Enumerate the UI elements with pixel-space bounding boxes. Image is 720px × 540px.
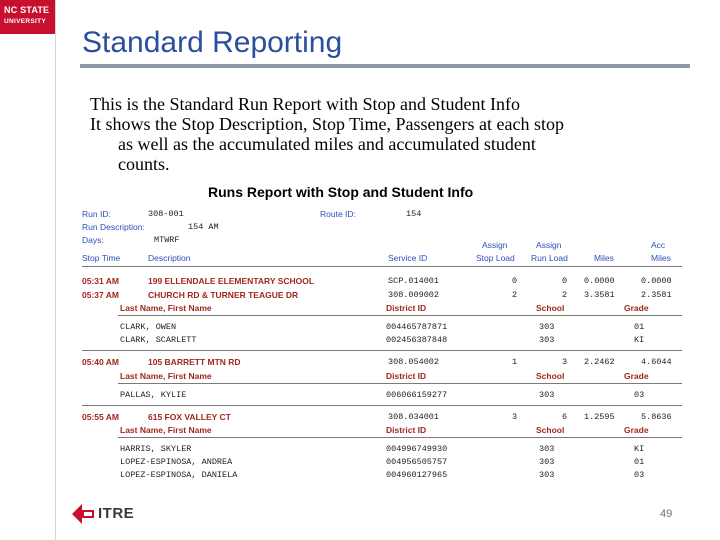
itre-arrow-icon xyxy=(72,502,94,526)
miles: 2.2462 xyxy=(584,357,615,367)
stop-description: 199 ELLENDALE ELEMENTARY SCHOOL xyxy=(148,276,315,286)
student-name: CLARK, OWEN xyxy=(120,322,177,332)
stop-time: 05:40 AM xyxy=(82,357,120,367)
itre-logo-text: ITRE xyxy=(98,505,135,522)
student-district-id: 004465787871 xyxy=(386,322,448,332)
run-description-label: Run Description: xyxy=(82,222,145,232)
student-header-grade: Grade xyxy=(624,303,649,313)
student-school: 303 xyxy=(539,335,555,345)
student-header-district-id: District ID xyxy=(386,425,427,435)
student-school: 303 xyxy=(539,470,555,480)
days-label: Days: xyxy=(82,235,104,245)
title-divider xyxy=(80,64,690,68)
miles: 0.0000 xyxy=(584,276,615,286)
student-name: HARRIS, SKYLER xyxy=(120,444,192,454)
miles: 1.2595 xyxy=(584,412,615,422)
ncsu-logo xyxy=(0,0,55,34)
acc-miles: 2.3581 xyxy=(641,290,672,300)
run-id-value: 308-001 xyxy=(148,209,184,219)
stop-load: 3 xyxy=(512,412,518,422)
acc-miles: 0.0000 xyxy=(641,276,672,286)
student-school: 303 xyxy=(539,322,555,332)
body-line-4: counts. xyxy=(118,154,170,174)
student-name: LOPEZ-ESPINOSA, ANDREA xyxy=(120,457,233,467)
miles: 3.3581 xyxy=(584,290,615,300)
run-load: 0 xyxy=(562,276,568,286)
stop-load: 0 xyxy=(512,276,518,286)
student-header-name: Last Name, First Name xyxy=(120,303,212,313)
service-id: 308.054002 xyxy=(388,357,440,367)
header-miles: Miles xyxy=(594,253,614,263)
student-header-school: School xyxy=(536,303,565,313)
stop-divider xyxy=(82,405,682,406)
header-description: Description xyxy=(148,253,191,263)
slide-title: Standard Reporting xyxy=(82,26,343,59)
body-line-1: This is the Standard Run Report with Stop and Student Info xyxy=(90,94,520,114)
service-id: 308.009002 xyxy=(388,290,440,300)
stop-description: 615 FOX VALLEY CT xyxy=(148,412,231,422)
student-header-district-id: District ID xyxy=(386,303,427,313)
header-run-load-1: Assign xyxy=(536,240,562,250)
stop-load: 2 xyxy=(512,290,518,300)
run-load: 2 xyxy=(562,290,568,300)
service-id: SCP.014001 xyxy=(388,276,440,286)
left-sidebar xyxy=(0,0,56,540)
report-title: Runs Report with Stop and Student Info xyxy=(208,184,474,200)
student-grade: 01 xyxy=(634,457,645,467)
header-stop-load-1: Assign xyxy=(482,240,508,250)
run-load: 6 xyxy=(562,412,568,422)
stop-time: 05:31 AM xyxy=(82,276,120,286)
itre-logo xyxy=(72,502,135,531)
header-stop-time: Stop Time xyxy=(82,253,121,263)
service-id: 308.034001 xyxy=(388,412,440,422)
student-header-grade: Grade xyxy=(624,371,649,381)
header-stop-load-2: Stop Load xyxy=(476,253,515,263)
header-service-id: Service ID xyxy=(388,253,428,263)
ncsu-logo-line2: UNIVERSITY xyxy=(4,18,47,25)
student-divider xyxy=(118,437,682,438)
page-number: 49 xyxy=(660,508,673,520)
student-header-name: Last Name, First Name xyxy=(120,371,212,381)
stop-time: 05:55 AM xyxy=(82,412,120,422)
student-grade: 03 xyxy=(634,390,645,400)
stop-load: 1 xyxy=(512,357,518,367)
run-description-value: 154 AM xyxy=(188,222,219,232)
student-grade: KI xyxy=(634,335,645,345)
student-school: 303 xyxy=(539,444,555,454)
acc-miles: 4.6044 xyxy=(641,357,672,367)
student-district-id: 004996749930 xyxy=(386,444,448,454)
header-divider xyxy=(82,266,682,267)
run-report-image xyxy=(78,182,690,490)
student-district-id: 004960127965 xyxy=(386,470,448,480)
days-value: MTWRF xyxy=(154,235,180,245)
student-district-id: 004956505757 xyxy=(386,457,448,467)
run-id-label: Run ID: xyxy=(82,209,111,219)
student-grade: 03 xyxy=(634,470,645,480)
student-header-grade: Grade xyxy=(624,425,649,435)
student-grade: 01 xyxy=(634,322,645,332)
run-load: 3 xyxy=(562,357,568,367)
acc-miles: 5.8636 xyxy=(641,412,672,422)
student-name: PALLAS, KYLIE xyxy=(120,390,187,400)
slide-body xyxy=(90,94,690,174)
student-header-district-id: District ID xyxy=(386,371,427,381)
student-divider xyxy=(118,383,682,384)
student-header-name: Last Name, First Name xyxy=(120,425,212,435)
stop-description: 105 BARRETT MTN RD xyxy=(148,357,241,367)
header-acc-miles-1: Acc xyxy=(651,240,666,250)
header-acc-miles-2: Miles xyxy=(651,253,671,263)
student-divider xyxy=(118,315,682,316)
ncsu-logo-line1: NC STATE xyxy=(4,5,50,15)
student-district-id: 002456387848 xyxy=(386,335,448,345)
header-run-load-2: Run Load xyxy=(531,253,568,263)
body-line-2: It shows the Stop Description, Stop Time, Passengers at each stop xyxy=(90,114,564,134)
student-header-school: School xyxy=(536,371,565,381)
body-line-3: as well as the accumulated miles and accumulated student xyxy=(118,134,536,154)
student-name: CLARK, SCARLETT xyxy=(120,335,197,345)
student-school: 303 xyxy=(539,457,555,467)
student-district-id: 006066159277 xyxy=(386,390,448,400)
stop-description: CHURCH RD & TURNER TEAGUE DR xyxy=(148,290,299,300)
student-name: LOPEZ-ESPINOSA, DANIELA xyxy=(120,470,238,480)
stop-divider xyxy=(82,350,682,351)
student-header-school: School xyxy=(536,425,565,435)
stop-time: 05:37 AM xyxy=(82,290,120,300)
student-grade: KI xyxy=(634,444,645,454)
student-school: 303 xyxy=(539,390,555,400)
route-id-label: Route ID: xyxy=(320,209,356,219)
route-id-value: 154 xyxy=(406,209,422,219)
